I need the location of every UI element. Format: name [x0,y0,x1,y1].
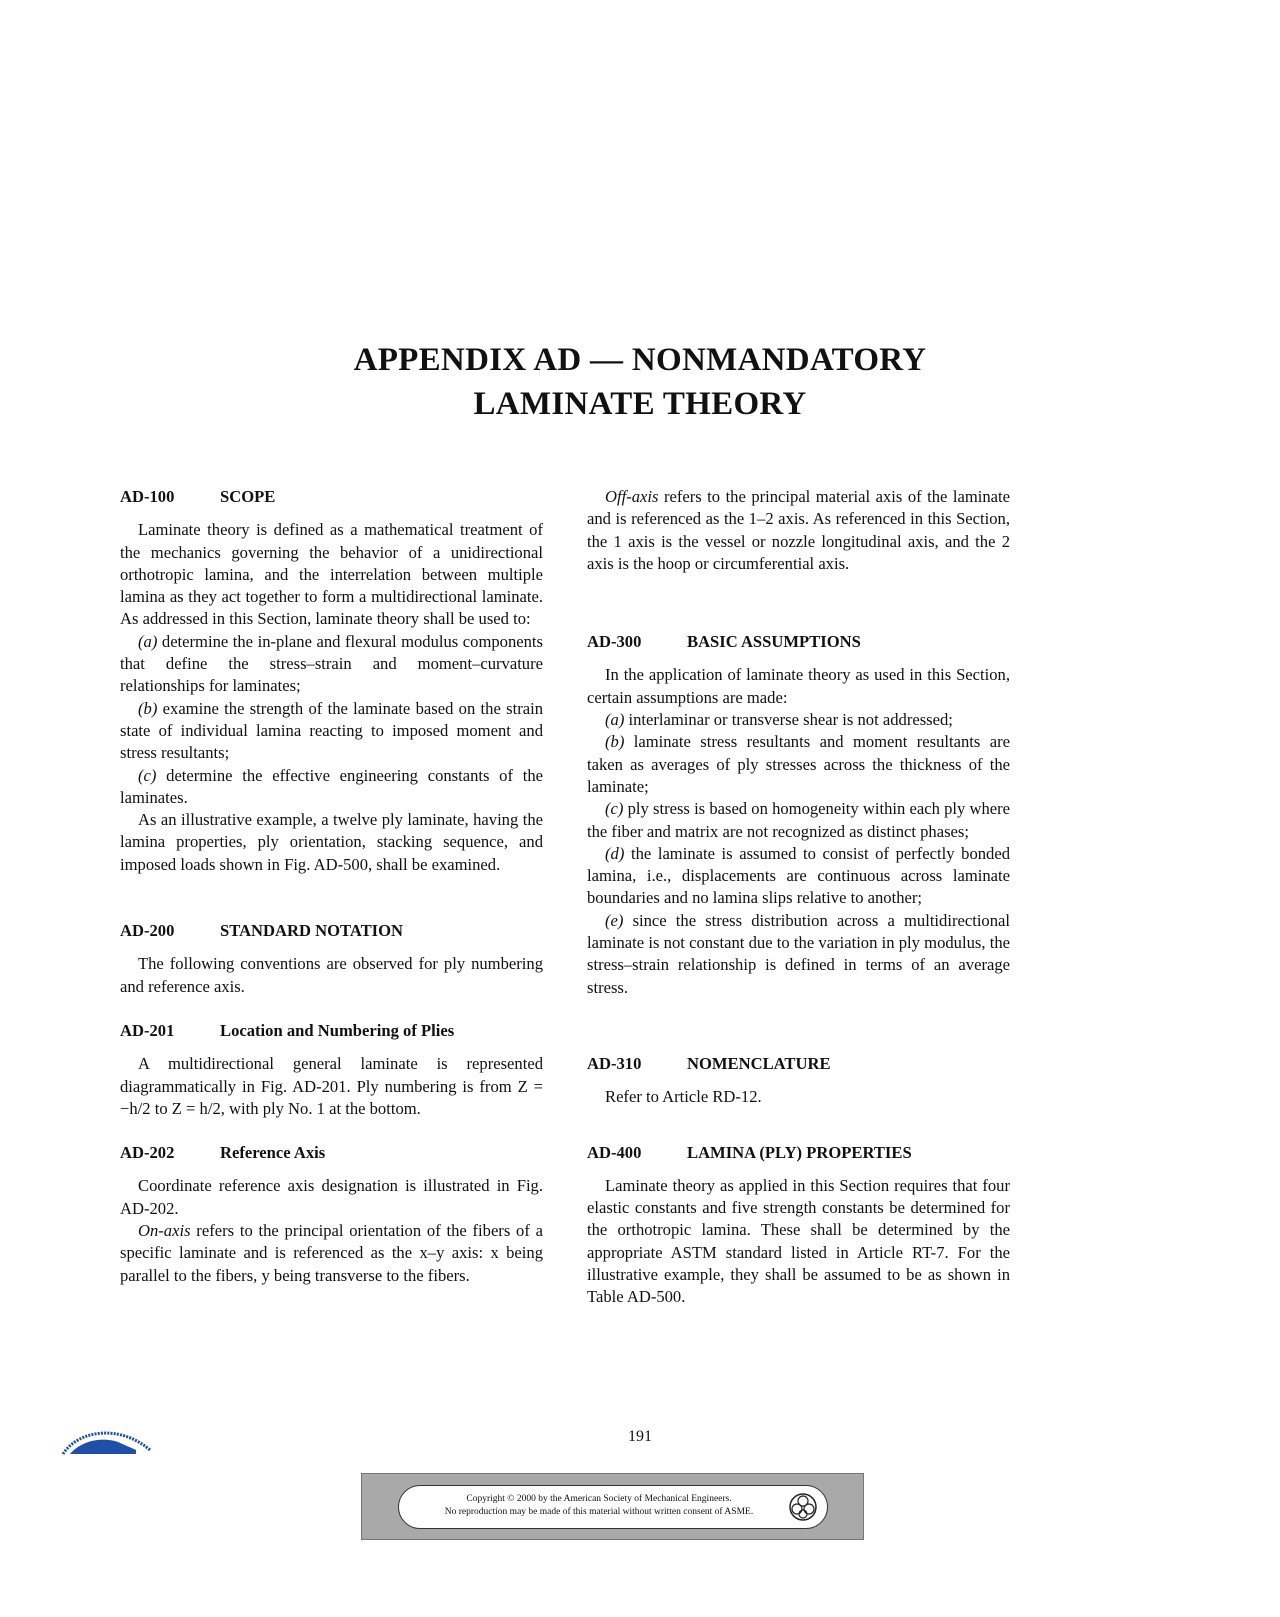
section-number: AD-201 [120,1020,175,1040]
list-item-a [120,631,543,698]
list-label: (c) [605,799,624,819]
term: On-axis [138,1221,191,1241]
title-line-2: LAMINATE THEORY [473,386,807,422]
paragraph: Refer to Article RD-12. [605,1087,762,1107]
copyright-text [419,1493,779,1519]
list-item-b [587,731,1010,798]
section-heading-ad300 [587,631,1010,653]
paragraph-off-axis [587,486,1010,575]
definition: refers to the principal material axis of the laminate and is referenced as the 1–2 axis. As referenced in this Section, the 1 axis is the vessel or nozzle longitudinal axis, and the 2 axis is the hoop or circumferential axis. [587,487,1010,573]
copyright-line-1: Copyright © 2000 by the American Society of Mechanical Engineers. [466,1494,732,1504]
paragraph: In the application of laminate theory as used in this Section, certain assumptions are made: [587,665,1010,707]
left-column [120,486,543,1287]
section-number: AD-400 [587,1142,642,1162]
list-item-d [587,843,1010,910]
list-label: (a) [605,710,625,730]
list-text: ply stress is based on homogeneity within each ply where the fiber and matrix are not recognized as distinct phases; [587,799,1010,841]
copyright-line-2: No reproduction may be made of this material without written consent of ASME. [444,1507,754,1517]
asme-seal-icon [788,1492,818,1522]
section-title: STANDARD NOTATION [220,921,404,941]
section-number: AD-100 [120,487,175,506]
list-item-b [120,698,543,765]
section-number: AD-200 [120,921,175,941]
section-title: SCOPE [220,487,276,506]
section-heading-ad200 [120,920,543,942]
paragraph: The following conventions are observed for ply numbering and reference axis. [120,954,543,996]
section-number: AD-300 [587,632,642,652]
section-title: NOMENCLATURE [687,1053,831,1073]
section-heading-ad201 [120,1020,543,1042]
term: Off-axis [605,487,659,506]
definition: refers to the principal orientation of the fibers of a specific laminate and is referenced as the x–y axis: x being parallel to the fibers, y being transverse to the fibers. [120,1221,543,1285]
list-label: (b) [605,732,625,752]
list-item-c [587,798,1010,843]
list-text: determine the effective engineering constants of the laminates. [120,765,543,807]
list-text: since the stress distribution across a multidirectional laminate is not constant due to the variation in ply modulus, the stress–strain relationship is defined in terms of an average stress. [587,910,1010,997]
list-text: interlaminar or transverse shear is not addressed; [624,710,953,730]
list-label: (d) [605,843,625,863]
paragraph-on-axis [120,1220,543,1287]
section-title: Location and Numbering of Plies [220,1020,455,1040]
list-item-a [587,709,1010,731]
list-item-c [120,765,543,810]
section-title: LAMINA (PLY) PROPERTIES [687,1142,912,1162]
copyright-notice [361,1473,864,1540]
section-heading-ad202 [120,1142,543,1164]
section-number: AD-202 [120,1143,175,1163]
section-heading-ad310 [587,1053,1010,1075]
copyright-label [398,1485,828,1529]
asme-logo-icon [60,1420,152,1456]
section-heading-ad100 [120,486,543,508]
right-column [587,486,1010,1309]
section-number: AD-310 [587,1053,642,1073]
title-line-1: APPENDIX AD — NONMANDATORY [353,342,927,378]
list-text: the laminate is assumed to consist of perfectly bonded lamina, i.e., displacements are continuous across laminate boundaries and no lamina slips relative to another; [587,843,1010,908]
paragraph: Laminate theory is defined as a mathematical treatment of the mechanics governing the behavior of a unidirectional orthotropic lamina, and the interrelation between multiple lamina as they act together to form a multidirectional laminate. As addressed in this Section, laminate theory shall be used to: [120,520,543,629]
section-heading-ad400 [587,1142,1010,1164]
paragraph: As an illustrative example, a twelve ply laminate, having the lamina properties, ply orientation, stacking sequence, and imposed loads shown in Fig. AD-500, shall be examined. [120,810,543,874]
paragraph: A multidirectional general laminate is represented diagrammatically in Fig. AD-201. Ply numbering is from Z = −h/2 to Z = h/2, with ply No. 1 at the bottom. [120,1054,543,1118]
list-text: laminate stress resultants and moment resultants are taken as averages of ply stresses across the thickness of the laminate; [587,732,1010,796]
paragraph: Coordinate reference axis designation is illustrated in Fig. AD-202. [120,1176,543,1218]
list-label: (b) [138,698,158,718]
list-label: (a) [138,631,158,651]
list-label: (c) [138,765,157,785]
page-number: 191 [628,1428,652,1445]
list-text: examine the strength of the laminate based on the strain state of individual lamina reacting to imposed moment and stress resultants; [120,698,543,763]
section-title: Reference Axis [220,1143,326,1163]
section-title: BASIC ASSUMPTIONS [687,632,861,652]
paragraph: Laminate theory as applied in this Section requires that four elastic constants and five strength constants be determined for the orthotropic lamina. These shall be determined by the appropriate ASTM standard listed in Article RT-7. For the illustrative example, they shall be assumed to be as shown in Table AD-500. [587,1175,1010,1307]
page-title [0,338,1280,426]
list-item-e [587,910,1010,999]
list-label: (e) [605,910,624,930]
list-text: determine the in-plane and flexural modulus components that define the stress–strain and moment–curvature relationships for laminates; [120,631,543,696]
